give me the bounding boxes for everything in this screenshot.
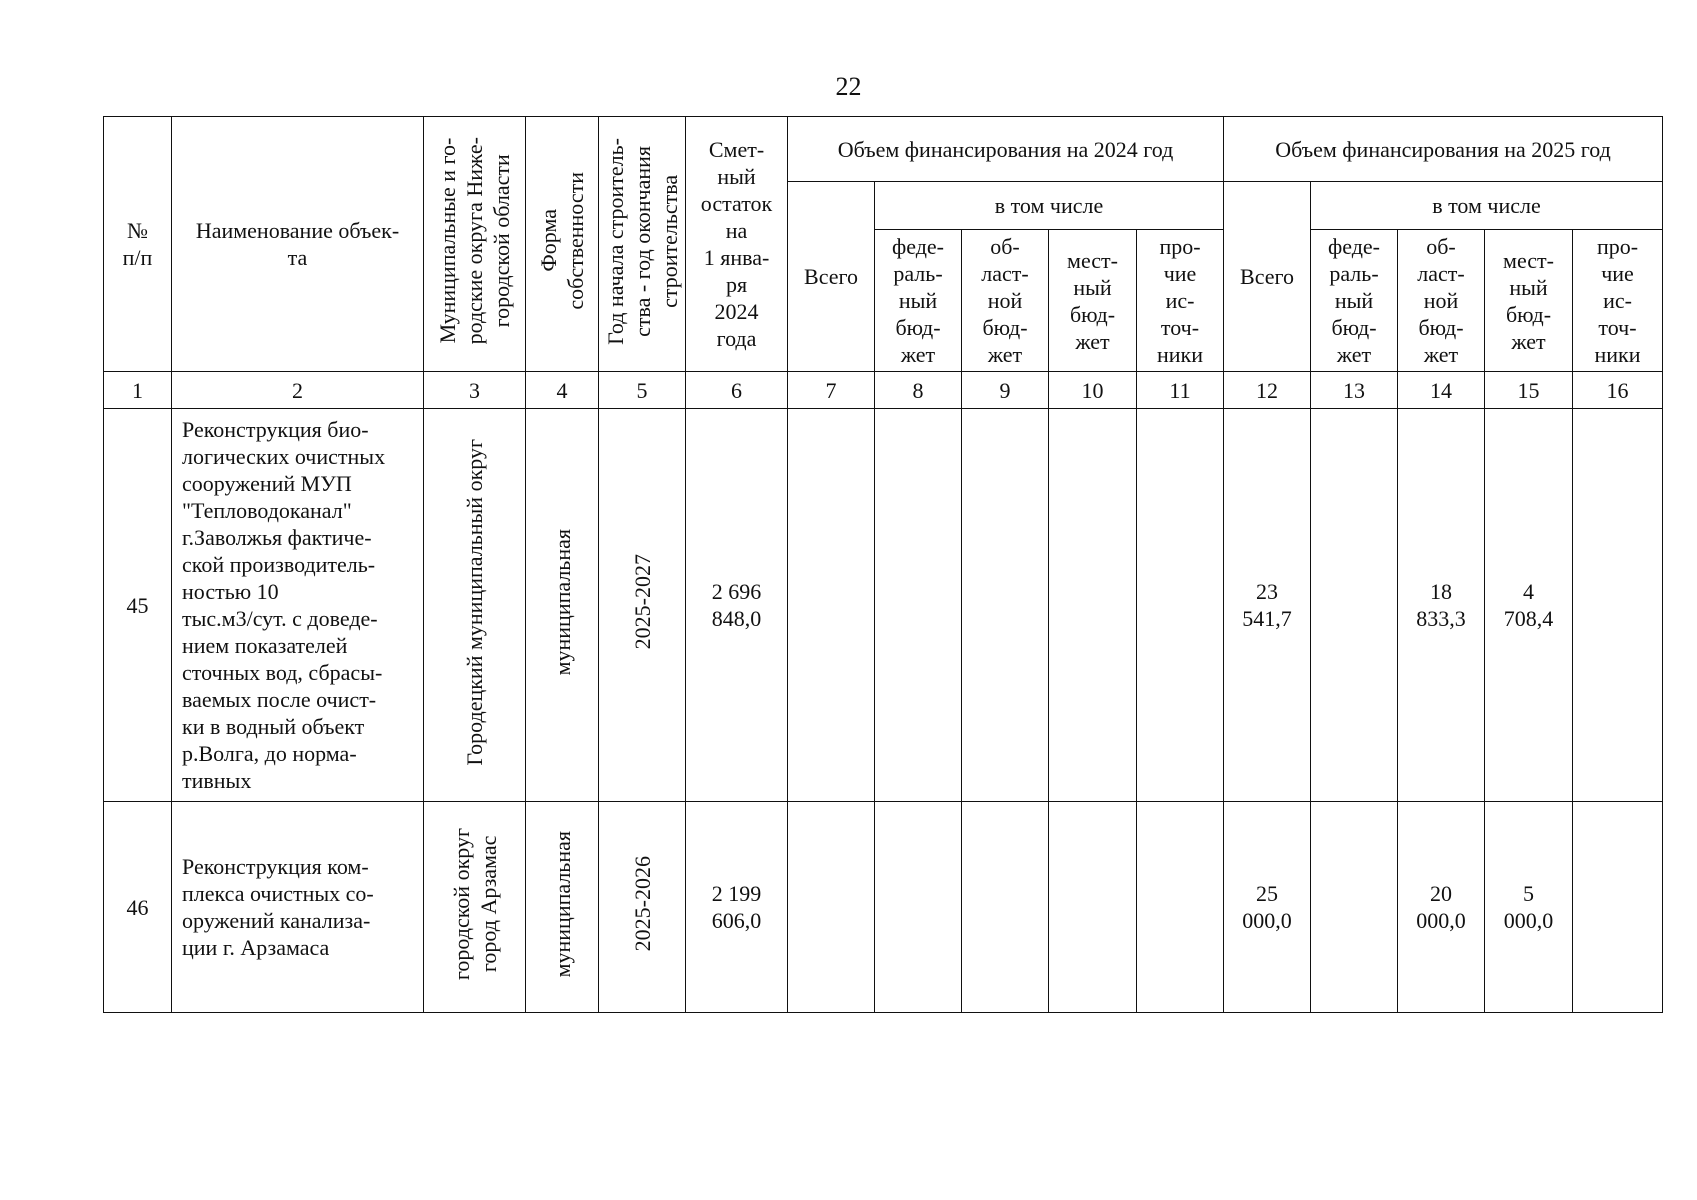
column-number: 16 <box>1573 372 1663 409</box>
object-name: Реконструкция био- логических очистных сооружений МУП "Тепловодоканал" г.Заволжья фактиче- ской производитель- ностью 10 тыс.м3/сут. с доведе- нием показателей сточных вод, сбрасы- ваемых после очист- ки в водный объект р.Волга, до норма- тивных <box>172 409 424 802</box>
column-number: 14 <box>1398 372 1485 409</box>
local-2025: 5 000,0 <box>1485 802 1573 1013</box>
header-remainder: Смет- ный остаток на 1 янва- ря 2024 года <box>686 117 788 372</box>
column-number: 8 <box>875 372 962 409</box>
estimate-remainder: 2 696 848,0 <box>686 409 788 802</box>
header-fin-2025: Объем финансирования на 2025 год <box>1224 117 1663 182</box>
column-number: 5 <box>599 372 686 409</box>
total-2024 <box>788 802 875 1013</box>
local-2024 <box>1049 409 1137 802</box>
header-fin-2024: Объем финансирования на 2024 год <box>788 117 1224 182</box>
regional-2024 <box>962 802 1049 1013</box>
total-2024 <box>788 409 875 802</box>
header-federal-2025: феде- раль- ный бюд- жет <box>1311 230 1398 372</box>
column-number: 10 <box>1049 372 1137 409</box>
header-years: Год начала строитель- ства - год окончания строительства <box>599 117 686 372</box>
header-federal-2024: феде- раль- ный бюд- жет <box>875 230 962 372</box>
header-ownership: Форма собственности <box>526 117 599 372</box>
federal-2025 <box>1311 409 1398 802</box>
regional-2025: 18 833,3 <box>1398 409 1485 802</box>
column-number: 1 <box>104 372 172 409</box>
column-number: 3 <box>424 372 526 409</box>
column-number: 12 <box>1224 372 1311 409</box>
header-other-2024: про- чие ис- точ- ники <box>1137 230 1224 372</box>
total-2025: 25 000,0 <box>1224 802 1311 1013</box>
other-2025 <box>1573 409 1663 802</box>
header-total-2024: Всего <box>788 182 875 372</box>
regional-2025: 20 000,0 <box>1398 802 1485 1013</box>
column-number: 7 <box>788 372 875 409</box>
column-number: 15 <box>1485 372 1573 409</box>
other-2024 <box>1137 802 1224 1013</box>
column-number: 4 <box>526 372 599 409</box>
header-name: Наименование объек- та <box>172 117 424 372</box>
header-local-2025: мест- ный бюд- жет <box>1485 230 1573 372</box>
header-municipality: Муниципальные и го- родские округа Ниже- городской области <box>424 117 526 372</box>
column-number-row <box>104 372 1663 409</box>
header-total-2025: Всего <box>1224 182 1311 372</box>
federal-2024 <box>875 802 962 1013</box>
local-2024 <box>1049 802 1137 1013</box>
total-2025: 23 541,7 <box>1224 409 1311 802</box>
federal-2024 <box>875 409 962 802</box>
table-row <box>104 409 1663 802</box>
column-number: 9 <box>962 372 1049 409</box>
regional-2024 <box>962 409 1049 802</box>
federal-2025 <box>1311 802 1398 1013</box>
other-2024 <box>1137 409 1224 802</box>
municipality: Городецкий муниципальный округ <box>424 409 526 802</box>
local-2025: 4 708,4 <box>1485 409 1573 802</box>
page-number: 22 <box>835 72 862 101</box>
investment-table <box>103 116 1663 1013</box>
ownership-form: муниципальная <box>526 802 599 1013</box>
header-regional-2025: об- ласт- ной бюд- жет <box>1398 230 1485 372</box>
column-number: 2 <box>172 372 424 409</box>
column-number: 13 <box>1311 372 1398 409</box>
construction-years: 2025-2027 <box>599 409 686 802</box>
object-name: Реконструкция ком- плекса очистных со- оружений канализа- ции г. Арзамаса <box>172 802 424 1013</box>
header-other-2025: про- чие ис- точ- ники <box>1573 230 1663 372</box>
column-number: 11 <box>1137 372 1224 409</box>
row-num: 46 <box>104 802 172 1013</box>
header-incl-2024: в том числе <box>875 182 1224 230</box>
ownership-form: муниципальная <box>526 409 599 802</box>
other-2025 <box>1573 802 1663 1013</box>
construction-years: 2025-2026 <box>599 802 686 1013</box>
column-number: 6 <box>686 372 788 409</box>
estimate-remainder: 2 199 606,0 <box>686 802 788 1013</box>
header-incl-2025: в том числе <box>1311 182 1663 230</box>
row-num: 45 <box>104 409 172 802</box>
header-regional-2024: об- ласт- ной бюд- жет <box>962 230 1049 372</box>
municipality: городской округ город Арзамас <box>424 802 526 1013</box>
header-num: № п/п <box>104 117 172 372</box>
header-local-2024: мест- ный бюд- жет <box>1049 230 1137 372</box>
table-row <box>104 802 1663 1013</box>
